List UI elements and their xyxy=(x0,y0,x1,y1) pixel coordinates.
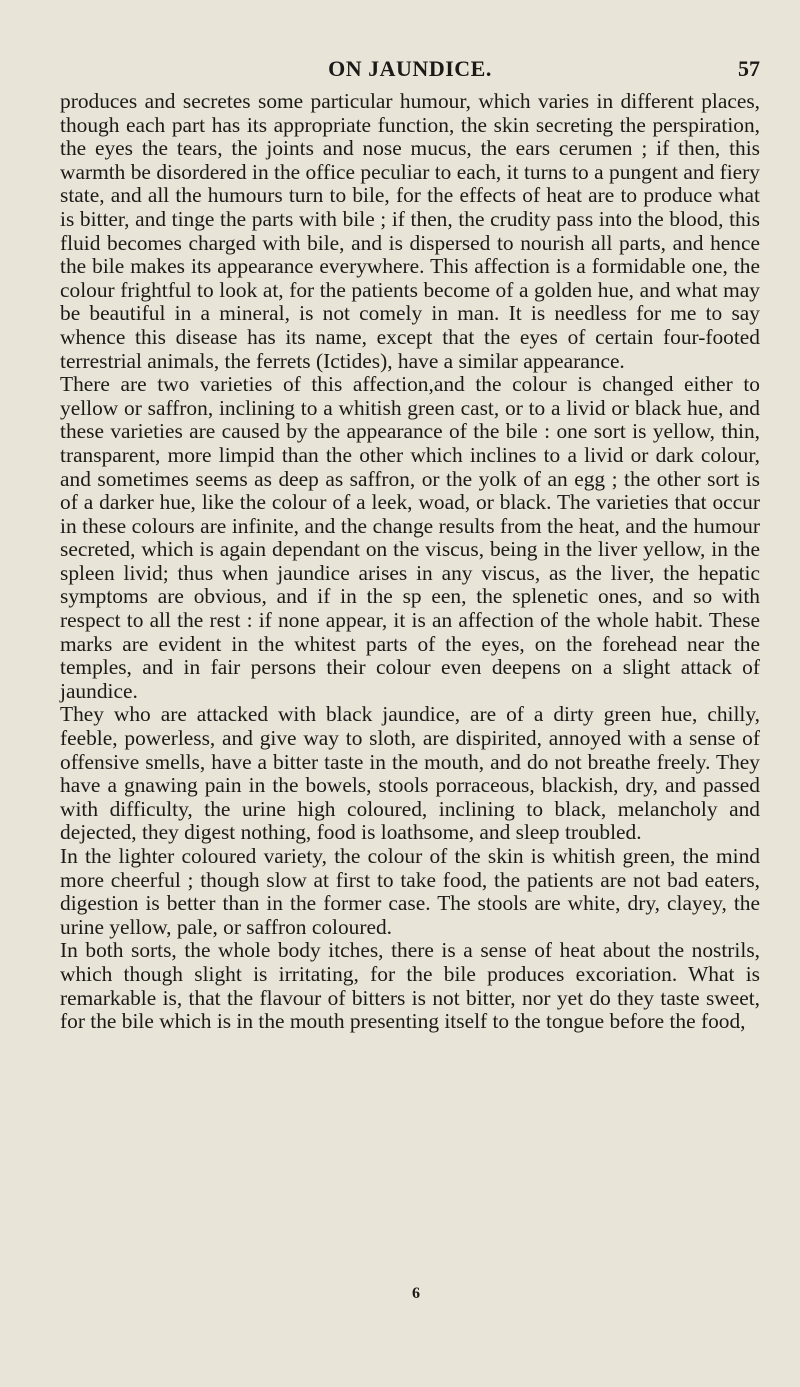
paragraph: They who are attacked with black jaundice, are of a dirty green hue, chilly, feeble, powerless, and give way to sloth, are dispirited, annoyed with a sense of offensive smells, have a bitter taste in the mouth, and do not breathe freely. They have a gnawing pain in the bowels, stools porraceous, blackish, dry, and passed with difficulty, the urine high coloured, inclining to black, melancholy and dejected, they digest nothing, food is loathsome, and sleep troubled. xyxy=(60,702,760,845)
page-number: 57 xyxy=(738,56,760,81)
page-header xyxy=(60,56,760,84)
body-text xyxy=(60,90,760,1034)
paragraph: produces and secretes some particular humour, which varies in different places, though each part has its appropriate function, the skin secreting the perspiration, the eyes the tears, the joints and nose mucus, the ears cerumen ; if then, this warmth be disordered in the office peculiar to each, it turns to a pungent and fiery state, and all the humours turn to bile, for the effects of heat are to produce what is bitter, and tinge the parts with bile ; if then, the crudity pass into the blood, this fluid becomes charged with bile, and is dispersed to nourish all parts, and hence the bile makes its appearance everywhere. This affection is a formidable one, the colour frightful to look at, for the patients become of a golden hue, and what may be beautiful in a mineral, is not comely in man. It is needless for me to say whence this disease has its name, except that the eyes of certain four-footed terrestrial animals, the ferrets (Ictides), have a similar appearance. xyxy=(60,89,760,373)
running-head: ON JAUNDICE. xyxy=(328,56,492,81)
paragraph: In both sorts, the whole body itches, there is a sense of heat about the nostrils, which though slight is irritating, for the bile produces excoriation. What is remarkable is, that the flavour of bitters is not bitter, nor yet do they taste sweet, for the bile which is in the mouth presenting itself to the tongue before the food, xyxy=(60,938,760,1034)
signature-mark: 6 xyxy=(412,1285,420,1302)
paragraph: There are two varieties of this affection,and the colour is changed either to yellow or saffron, inclining to a whitish green cast, or to a livid or black hue, and these varieties are caused by the appearance of the bile : one sort is yellow, thin, transparent, more limpid than the other which inclines to a livid or dark colour, and sometimes seems as deep as saffron, or the yolk of an egg ; the other sort is of a darker hue, like the colour of a leek, woad, or black. The varieties that occur in these colours are infinite, and the change results from the heat, and the humour secreted, which is again dependant on the viscus, being in the liver yellow, in the spleen livid; thus when jaundice arises in any viscus, as the liver, the hepatic symptoms are obvious, and if in the sp een, the splenetic ones, and so with respect to all the rest : if none appear, it is an affection of the whole habit. These marks are evident in the whitest parts of the eyes, on the forehead near the temples, and in fair persons their colour even deepens on a slight attack of jaundice. xyxy=(60,372,760,703)
paragraph: In the lighter coloured variety, the colour of the skin is whitish green, the mind more cheerful ; though slow at first to take food, the patients are not bad eaters, digestion is better than in the former case. The stools are white, dry, clayey, the urine yellow, pale, or saffron coloured. xyxy=(60,844,760,939)
